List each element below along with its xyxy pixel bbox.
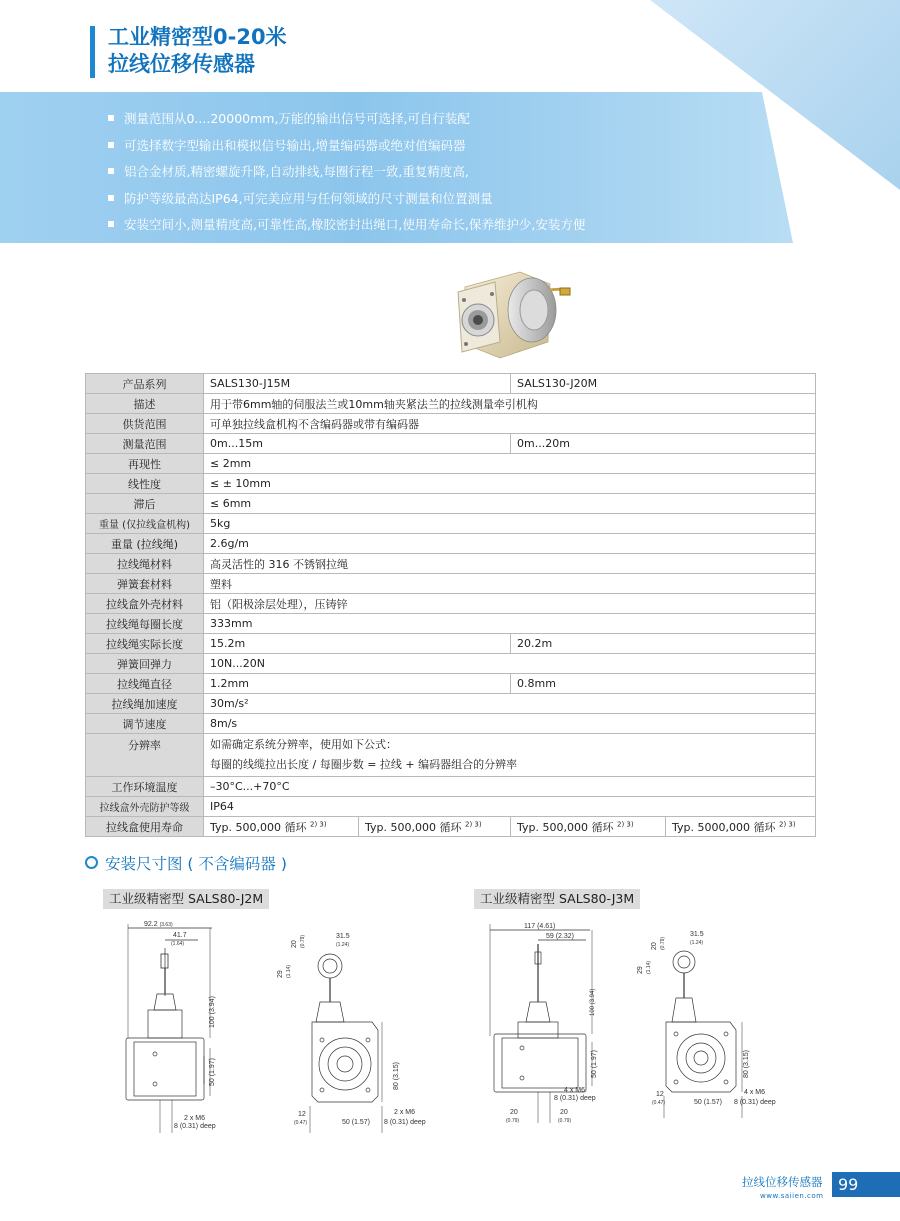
cell-value: 333mm bbox=[204, 614, 816, 634]
dim-label: 8 (0.31) deep bbox=[554, 1095, 596, 1102]
dim-label: (0.79) bbox=[300, 934, 306, 948]
table-row bbox=[86, 374, 816, 394]
row-label: 重量 (仅拉线盒机构) bbox=[86, 514, 204, 534]
dim-label: 100 (3.94) bbox=[209, 996, 216, 1028]
cell-value: 30m/s² bbox=[204, 694, 816, 714]
table-row bbox=[86, 614, 816, 634]
dim-label: (1.24) bbox=[690, 940, 704, 946]
row-label: 分辨率 bbox=[86, 734, 204, 777]
section-title: 安装尺寸图 ( 不含编码器 ) bbox=[85, 852, 287, 874]
cell-value: 8m/s bbox=[204, 714, 816, 734]
row-label: 测量范围 bbox=[86, 434, 204, 454]
dim-label: (0.79) bbox=[558, 1118, 572, 1124]
row-label: 线性度 bbox=[86, 474, 204, 494]
dim-label: 20 bbox=[291, 940, 298, 948]
row-label: 供货范围 bbox=[86, 414, 204, 434]
cell-value: 20.2m bbox=[511, 634, 816, 654]
dim-label: 8 (0.31) deep bbox=[734, 1099, 776, 1106]
spec-table bbox=[85, 373, 816, 837]
dim-label: 50 (1.57) bbox=[342, 1119, 371, 1126]
table-row bbox=[86, 434, 816, 454]
row-label: 弹簧回弹力 bbox=[86, 654, 204, 674]
cell-value: 0m...15m bbox=[204, 434, 511, 454]
dim-label: 92.2 (3.63) bbox=[144, 921, 173, 928]
row-label: 拉线绳加速度 bbox=[86, 694, 204, 714]
table-row bbox=[86, 694, 816, 714]
dim-label: 50 (1.97) bbox=[209, 1057, 216, 1086]
row-label: 拉线绳直径 bbox=[86, 674, 204, 694]
dim-label: (0.47) bbox=[294, 1120, 308, 1126]
page-number: 99 bbox=[832, 1172, 900, 1197]
dim-label: 31.5 bbox=[336, 933, 350, 940]
table-row bbox=[86, 714, 816, 734]
cell-value: 塑料 bbox=[204, 574, 816, 594]
row-label: 拉线盒使用寿命 bbox=[86, 817, 204, 837]
cell-value: 0.8mm bbox=[511, 674, 816, 694]
row-label: 描述 bbox=[86, 394, 204, 414]
title-accent-bar bbox=[90, 26, 95, 78]
dim-label: (0.79) bbox=[506, 1118, 520, 1124]
table-row bbox=[86, 494, 816, 514]
cell-value: Typ. 5000,000 循环 $^{2) 3)}$ bbox=[666, 817, 816, 837]
dim-label: 8 (0.31) deep bbox=[174, 1123, 216, 1130]
cell-value: 15.2m bbox=[204, 634, 511, 654]
dim-label: (1.24) bbox=[336, 942, 350, 948]
row-label: 弹簧套材料 bbox=[86, 574, 204, 594]
feature-item: 测量范围从0....20000mm,万能的输出信号可选择,可自行装配 bbox=[108, 106, 585, 133]
dim-label: (0.47) bbox=[652, 1100, 666, 1106]
cell-value: 2.6g/m bbox=[204, 534, 816, 554]
cell-value: 5kg bbox=[204, 514, 816, 534]
dim-label: 29 bbox=[277, 970, 284, 978]
dim-label: 2 x M6 bbox=[394, 1109, 416, 1116]
dim-label: (1.14) bbox=[286, 964, 292, 978]
dim-label: (1.14) bbox=[646, 960, 652, 974]
table-row bbox=[86, 514, 816, 534]
dim-label: 41.7 bbox=[173, 932, 187, 939]
row-label: 拉线盒外壳材料 bbox=[86, 594, 204, 614]
feature-item: 可选择数字型输出和模拟信号输出,增量编码器或绝对值编码器 bbox=[108, 133, 585, 160]
dim-label: 12 bbox=[656, 1091, 664, 1098]
dim-label: 117 (4.61) bbox=[524, 923, 556, 930]
table-row bbox=[86, 534, 816, 554]
table-row bbox=[86, 634, 816, 654]
footer-url: www.saiien.com bbox=[760, 1192, 824, 1200]
table-row bbox=[86, 474, 816, 494]
dim-label: 50 (1.57) bbox=[694, 1099, 723, 1106]
table-row bbox=[86, 734, 816, 777]
title-line-2: 拉线位移传感器 bbox=[108, 52, 255, 76]
table-row bbox=[86, 414, 816, 434]
drawing-label-right: 工业级精密型 SALS80-J3M bbox=[474, 889, 640, 909]
cell-value bbox=[204, 734, 816, 777]
title-line-1: 工业精密型0-20米 bbox=[108, 25, 287, 49]
table-row bbox=[86, 654, 816, 674]
resolution-line-1: 如需确定系统分辨率，使用如下公式： bbox=[210, 738, 397, 751]
feature-item: 铝合金材质,精密螺旋升降,自动排线,每圈行程一致,重复精度高, bbox=[108, 159, 585, 186]
table-row bbox=[86, 394, 816, 414]
page-title bbox=[108, 24, 287, 78]
cell-value: SALS130-J15M bbox=[204, 374, 511, 394]
drawing-j2m bbox=[110, 918, 440, 1140]
cell-value: 高灵活性的 316 不锈钢拉绳 bbox=[204, 554, 816, 574]
cell-value: 0m...20m bbox=[511, 434, 816, 454]
table-row bbox=[86, 797, 816, 817]
dim-label: 20 bbox=[560, 1109, 568, 1116]
cell-value: 用于带6mm轴的伺服法兰或10mm轴夹紧法兰的拉线测量牵引机构 bbox=[204, 394, 816, 414]
row-label: 拉线盒外壳防护等级 bbox=[86, 797, 204, 817]
row-label: 再现性 bbox=[86, 454, 204, 474]
dim-label: 20 bbox=[510, 1109, 518, 1116]
feature-item: 安装空间小,测量精度高,可靠性高,橡胶密封出绳口,使用寿命长,保养维护少,安装方便 bbox=[108, 212, 585, 239]
circle-icon bbox=[85, 856, 98, 869]
dim-label: 100 (3.94) bbox=[590, 988, 596, 1016]
dim-label: 8 (0.31) deep bbox=[384, 1119, 426, 1126]
table-row bbox=[86, 554, 816, 574]
cell-value: 铝（阳极涂层处理），压铸锌 bbox=[204, 594, 816, 614]
row-label: 产品系列 bbox=[86, 374, 204, 394]
dim-label: 80 (3.15) bbox=[743, 1049, 750, 1078]
cell-value: 可单独拉线盒机构不含编码器或带有编码器 bbox=[204, 414, 816, 434]
cell-value: ≤ ± 10mm bbox=[204, 474, 816, 494]
table-row bbox=[86, 454, 816, 474]
row-label: 拉线绳材料 bbox=[86, 554, 204, 574]
cell-value: SALS130-J20M bbox=[511, 374, 816, 394]
table-row bbox=[86, 594, 816, 614]
row-label: 工作环境温度 bbox=[86, 777, 204, 797]
drawing-j3m bbox=[480, 918, 800, 1130]
resolution-line-2: 每圈的线缆拉出长度 / 每圈步数 = 拉线 + 编码器组合的分辨率 bbox=[210, 758, 518, 771]
row-label: 拉线绳每圈长度 bbox=[86, 614, 204, 634]
feature-list bbox=[108, 106, 585, 239]
cell-value: ≤ 6mm bbox=[204, 494, 816, 514]
cell-value: ≤ 2mm bbox=[204, 454, 816, 474]
table-row bbox=[86, 574, 816, 594]
dim-label: 4 x M6 bbox=[744, 1089, 766, 1096]
footer-title: 拉线位移传感器 bbox=[742, 1175, 823, 1189]
feature-item: 防护等级最高达IP64,可完美应用与任何领域的尺寸测量和位置测量 bbox=[108, 186, 585, 213]
cell-value: –30°C...+70°C bbox=[204, 777, 816, 797]
table-row bbox=[86, 817, 816, 837]
dim-label: 2 x M6 bbox=[184, 1115, 206, 1122]
row-label: 拉线绳实际长度 bbox=[86, 634, 204, 654]
dim-label: 31.5 bbox=[690, 931, 704, 938]
cell-value: IP64 bbox=[204, 797, 816, 817]
cell-value: 10N...20N bbox=[204, 654, 816, 674]
cell-value: Typ. 500,000 循环 $^{2) 3)}$ bbox=[511, 817, 666, 837]
dim-label: 4 x M6 bbox=[564, 1087, 586, 1094]
dim-label: 80 (3.15) bbox=[393, 1061, 400, 1090]
drawing-label-left: 工业级精密型 SALS80-J2M bbox=[103, 889, 269, 909]
dim-label: 12 bbox=[298, 1111, 306, 1118]
cell-value: Typ. 500,000 循环 $^{2) 3)}$ bbox=[204, 817, 359, 837]
cell-value: 1.2mm bbox=[204, 674, 511, 694]
table-row bbox=[86, 777, 816, 797]
dim-label: (1.64) bbox=[171, 941, 185, 947]
dim-label: 59 (2.32) bbox=[546, 933, 575, 940]
row-label: 滞后 bbox=[86, 494, 204, 514]
dim-label: (0.79) bbox=[660, 936, 666, 950]
row-label: 重量 (拉线绳) bbox=[86, 534, 204, 554]
table-row bbox=[86, 674, 816, 694]
dim-label: 20 bbox=[651, 942, 658, 950]
cell-value: Typ. 500,000 循环 $^{2) 3)}$ bbox=[359, 817, 511, 837]
dim-label: 29 bbox=[637, 966, 644, 974]
dim-label: 50 (1.97) bbox=[591, 1049, 598, 1078]
row-label: 调节速度 bbox=[86, 714, 204, 734]
product-image bbox=[440, 262, 575, 362]
